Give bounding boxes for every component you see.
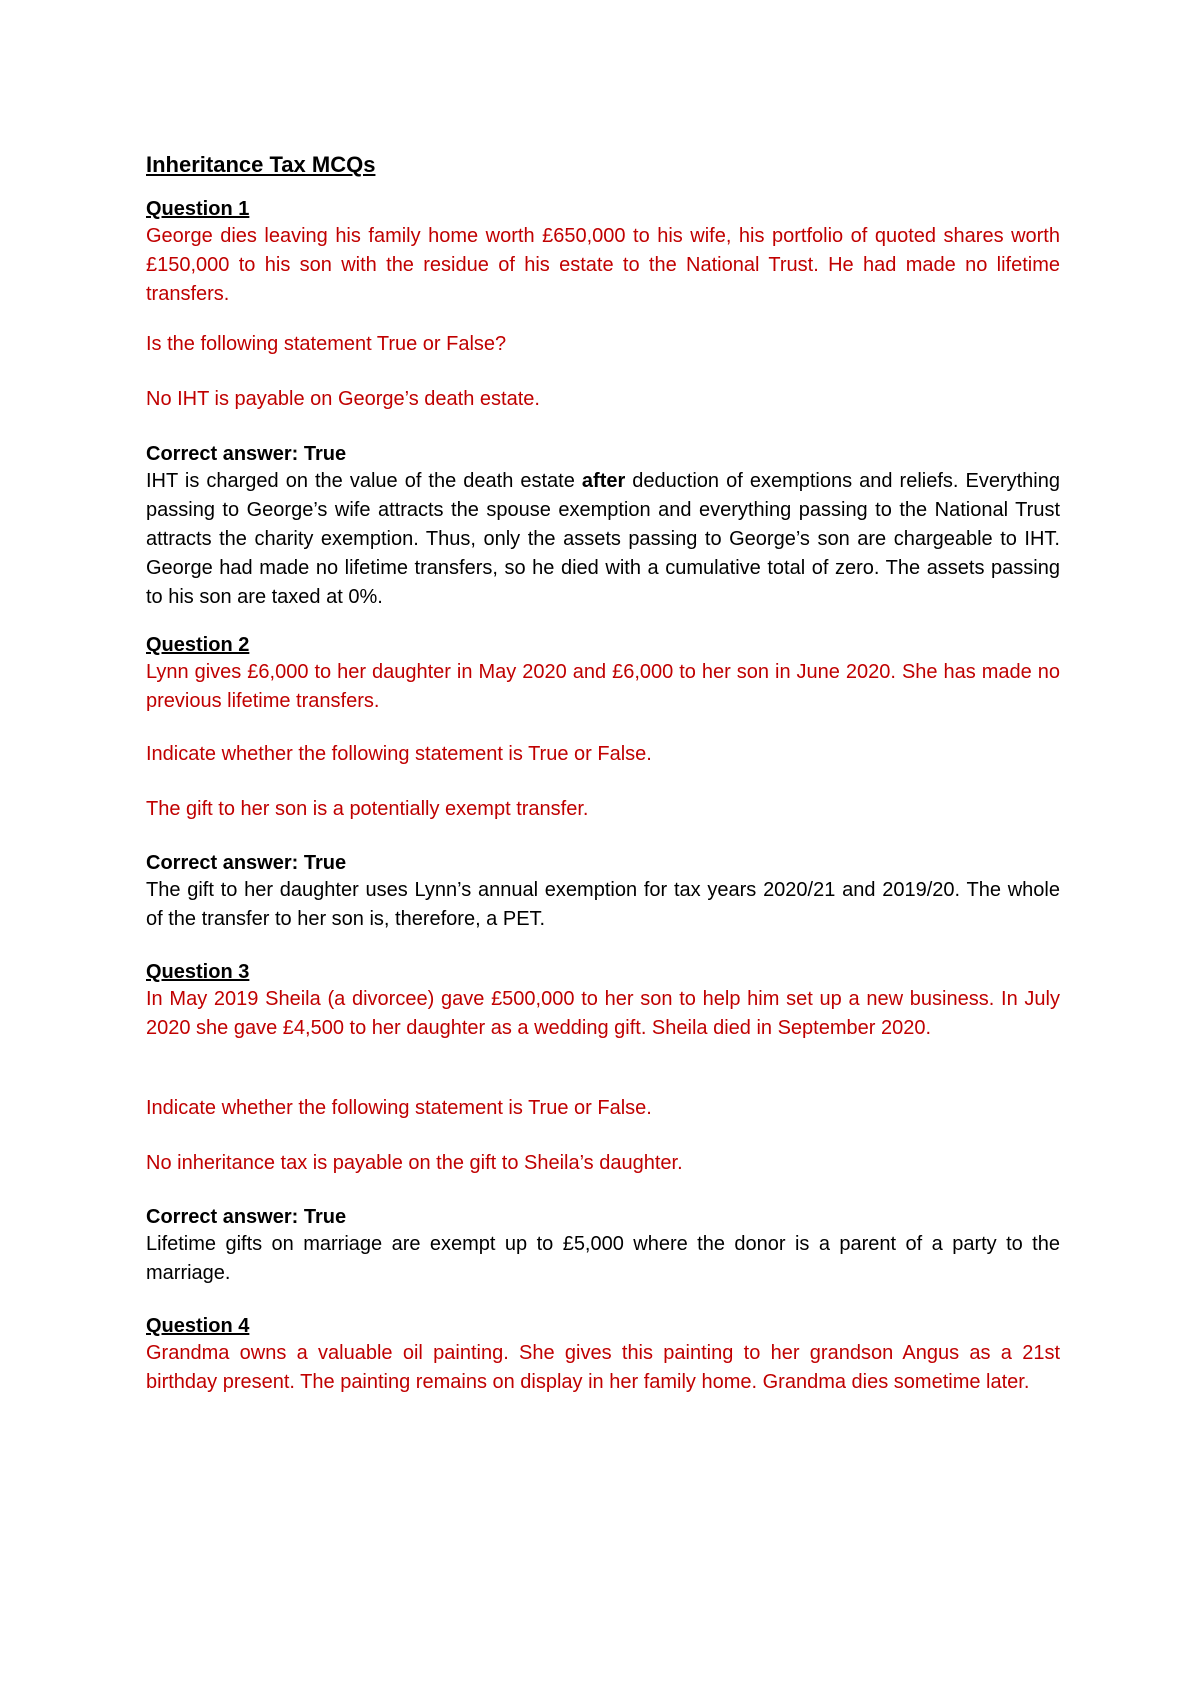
question-1-statement: No IHT is payable on George’s death estate. xyxy=(146,388,540,410)
question-3-answer: Correct answer: True xyxy=(146,1206,347,1228)
explanation-text: IHT is charged on the value of the death estate xyxy=(146,470,582,492)
question-1-scenario: George dies leaving his family home worth £650,000 to his wife, his portfolio of quoted shares worth £150,000 to his son with the residue of his estate to the National Trust. He had made no lifetime transfers. xyxy=(146,225,1060,305)
question-2-scenario: Lynn gives £6,000 to her daughter in May 2020 and £6,000 to her son in June 2020. She has made no previous lifetime transfers. xyxy=(146,661,1060,712)
question-2-prompt: Indicate whether the following statement is True or False. xyxy=(146,743,652,765)
explanation-text: deduction of exemptions and reliefs. Everything passing to George’s wife attracts the spouse exemption and everything passing to the National Trust attracts the charity exemption. Thus, only the assets passing to George’s son are chargeable to IHT. George had made no lifetime transfers, so he died with a cumulative total of zero. The assets passing to his son are taxed at 0%. xyxy=(146,470,1060,608)
explanation-emphasis: after xyxy=(581,470,626,492)
question-1-heading: Question 1 xyxy=(146,198,250,220)
question-2-heading: Question 2 xyxy=(146,634,250,656)
question-1-explanation xyxy=(146,467,1060,612)
question-2-explanation: The gift to her daughter uses Lynn’s annual exemption for tax years 2020/21 and 2019/20. The whole of the transfer to her son is, therefore, a PET. xyxy=(146,879,1060,930)
question-3-explanation: Lifetime gifts on marriage are exempt up to £5,000 where the donor is a parent of a party to the marriage. xyxy=(146,1233,1060,1284)
document-title: Inheritance Tax MCQs xyxy=(146,152,376,177)
question-3-statement: No inheritance tax is payable on the gift to Sheila’s daughter. xyxy=(146,1152,683,1174)
question-1-prompt: Is the following statement True or False? xyxy=(146,333,507,355)
question-2-statement: The gift to her son is a potentially exempt transfer. xyxy=(146,798,589,820)
question-4-scenario: Grandma owns a valuable oil painting. She gives this painting to her grandson Angus as a 21st birthday present. The painting remains on display in her family home. Grandma dies sometime later. xyxy=(146,1342,1060,1393)
question-3-heading: Question 3 xyxy=(146,961,250,983)
question-1-answer: Correct answer: True xyxy=(146,443,347,465)
question-2-answer: Correct answer: True xyxy=(146,852,347,874)
question-4-heading: Question 4 xyxy=(146,1315,250,1337)
question-3-prompt: Indicate whether the following statement is True or False. xyxy=(146,1097,652,1119)
question-3-scenario: In May 2019 Sheila (a divorcee) gave £500,000 to her son to help him set up a new business. In July 2020 she gave £4,500 to her daughter as a wedding gift. Sheila died in September 2020. xyxy=(146,988,1060,1039)
